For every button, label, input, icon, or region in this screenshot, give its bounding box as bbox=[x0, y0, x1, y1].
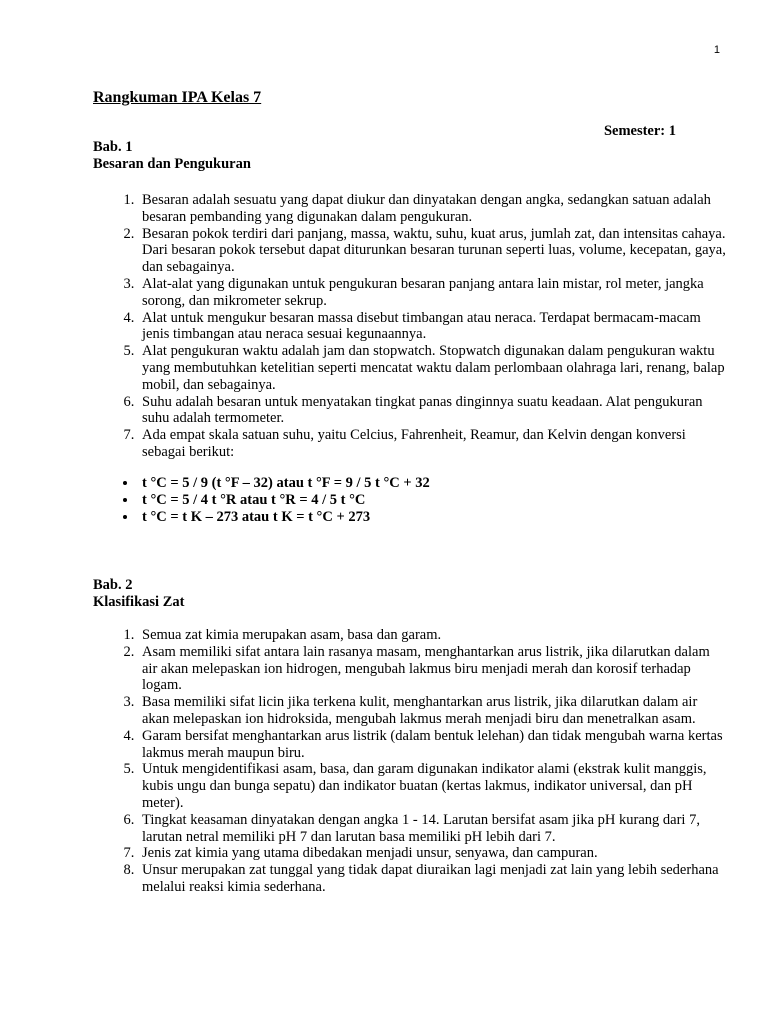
chapter-2-point: 6. Tingkat keasaman dinyatakan dengan angka 1 - 14. Larutan bersifat asam jika pH kurang dari 7, larutan netral memiliki pH 7 dan larutan basa memiliki pH lebih dari 7. bbox=[138, 812, 728, 846]
formula-item: • t °C = 5 / 4 t °R atau t °R = 4 / 5 t °C bbox=[138, 492, 728, 509]
chapter-1-point: 1. Besaran adalah sesuatu yang dapat diukur dan dinyatakan dengan angka, sedangkan satuan adalah besaran pembanding yang digunakan dalam pengukuran. bbox=[138, 192, 728, 226]
chapter-1-header bbox=[93, 139, 251, 173]
chapter-2-point: 3. Basa memiliki sifat licin jika terkena kulit, menghantarkan arus listrik, jika dilarutkan dalam air akan melepaskan ion hidroksida, mengubah lakmus merah menjadi biru dan menetralkan asam. bbox=[138, 694, 728, 728]
chapter-2-point: 4. Garam bersifat menghantarkan arus listrik (dalam bentuk lelehan) dan tidak mengubah warna kertas lakmus merah maupun biru. bbox=[138, 728, 728, 762]
chapter-1-point: 7. Ada empat skala satuan suhu, yaitu Celcius, Fahrenheit, Reamur, dan Kelvin dengan konversi sebagai berikut: bbox=[138, 427, 728, 461]
chapter-1-label: Bab. 1 bbox=[93, 139, 133, 155]
chapter-2-points bbox=[93, 627, 728, 896]
chapter-1-point: 4. Alat untuk mengukur besaran massa disebut timbangan atau neraca. Terdapat bermacam-macam jenis timbangan atau neraca sesuai kegunaannya. bbox=[138, 310, 728, 344]
document-title: Rangkuman IPA Kelas 7 bbox=[93, 89, 262, 106]
formula-item: • t °C = t K – 273 atau t K = t °C + 273 bbox=[138, 509, 728, 526]
chapter-1-point: 3. Alat-alat yang digunakan untuk pengukuran besaran panjang antara lain mistar, rol meter, jangka sorong, dan mikrometer sekrup. bbox=[138, 276, 728, 310]
chapter-2-label: Bab. 2 bbox=[93, 577, 133, 593]
chapter-2-point: 2. Asam memiliki sifat antara lain rasanya masam, menghantarkan arus listrik, jika dilarutkan dalam air akan melepaskan ion hidrogen, mengubah lakmus biru menjadi merah dan korosif terhadap logam. bbox=[138, 644, 728, 694]
chapter-1-point: 6. Suhu adalah besaran untuk menyatakan tingkat panas dinginnya suatu keadaan. Alat pengukuran suhu adalah termometer. bbox=[138, 394, 728, 428]
chapter-2-header bbox=[93, 577, 184, 611]
chapter-2-point: 5. Untuk mengidentifikasi asam, basa, dan garam digunakan indikator alami (ekstrak kulit manggis, kubis ungu dan bunga sepatu) dan indikator buatan (kertas lakmus, indikator universal, dan pH meter). bbox=[138, 761, 728, 811]
chapter-2-point: 8. Unsur merupakan zat tunggal yang tidak dapat diuraikan lagi menjadi zat lain yang lebih sederhana melalui reaksi kimia sederhana. bbox=[138, 862, 728, 896]
chapter-2-point: 1. Semua zat kimia merupakan asam, basa dan garam. bbox=[138, 627, 728, 644]
chapter-1-point: 2. Besaran pokok terdiri dari panjang, massa, waktu, suhu, kuat arus, jumlah zat, dan intensitas cahaya. Dari besaran pokok tersebut dapat diturunkan besaran turunan seperti luas, volume, kecepatan, gaya, dan sebagainya. bbox=[138, 226, 728, 276]
chapter-1-point: 5. Alat pengukuran waktu adalah jam dan stopwatch. Stopwatch digunakan dalam pengukuran waktu yang membutuhkan ketelitian seperti mencatat waktu dalam perlombaan olahraga lari, renang, balap mobil, dan sebagainya. bbox=[138, 343, 728, 393]
chapter-1-points bbox=[93, 192, 728, 461]
semester-label: Semester: 1 bbox=[603, 123, 676, 139]
temperature-conversion-formulas bbox=[93, 475, 728, 526]
page-number: 1 bbox=[713, 44, 720, 56]
chapter-2-point: 7. Jenis zat kimia yang utama dibedakan menjadi unsur, senyawa, dan campuran. bbox=[138, 845, 728, 862]
chapter-2-heading: Klasifikasi Zat bbox=[93, 594, 185, 610]
formula-item: • t °C = 5 / 9 (t °F – 32) atau t °F = 9 / 5 t °C + 32 bbox=[138, 475, 728, 492]
chapter-1-heading: Besaran dan Pengukuran bbox=[93, 156, 251, 172]
